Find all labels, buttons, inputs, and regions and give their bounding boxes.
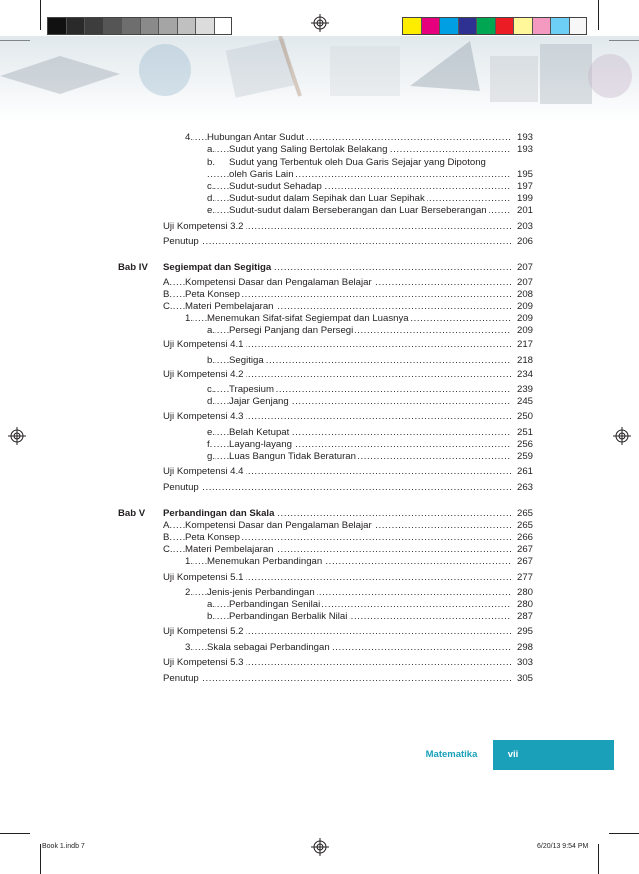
toc-page-number: 203 bbox=[511, 221, 533, 233]
toc-page-number: 266 bbox=[511, 532, 533, 544]
toc-page-number: 206 bbox=[511, 236, 533, 248]
toc-page-number: 239 bbox=[511, 384, 533, 396]
toc-entry[interactable] bbox=[163, 532, 533, 544]
toc-entry-label: B. bbox=[163, 289, 173, 300]
toc-entry-title: Kompetensi Dasar dan Pengalaman Belajar bbox=[185, 520, 372, 531]
crop-mark bbox=[0, 833, 30, 834]
toc-entry[interactable] bbox=[163, 572, 533, 584]
toc-entry-title: Penutup bbox=[163, 673, 199, 684]
toc-entry-title: Materi Pembelajaran bbox=[185, 301, 274, 312]
toc-entry[interactable] bbox=[207, 181, 533, 193]
toc-entry-title: Sudut-sudut dalam Berseberangan dan Luar Berseberangan bbox=[229, 205, 487, 216]
toc-entry[interactable] bbox=[163, 657, 533, 669]
toc-entry-label: b. bbox=[207, 157, 216, 168]
toc-entry-label: 1. bbox=[185, 313, 194, 324]
toc-page-number: 280 bbox=[511, 599, 533, 611]
toc-page-number: 207 bbox=[511, 262, 533, 274]
toc-entry[interactable] bbox=[207, 611, 533, 623]
toc-entry[interactable] bbox=[207, 169, 533, 181]
dot-leader bbox=[163, 236, 511, 248]
toc-entry-label: b. bbox=[207, 611, 216, 622]
toc-page-number: 197 bbox=[511, 181, 533, 193]
registration-mark-icon bbox=[613, 427, 631, 445]
toc-page-number: 195 bbox=[511, 169, 533, 181]
toc-entry[interactable] bbox=[163, 411, 533, 423]
toc-page-number: 267 bbox=[511, 556, 533, 568]
toc-entry-title: Skala sebagai Perbandingan bbox=[207, 642, 330, 653]
toc-entry[interactable] bbox=[207, 439, 533, 451]
toc-entry[interactable] bbox=[185, 132, 533, 144]
toc-entry-label: a. bbox=[207, 325, 216, 336]
toc-page-number: 305 bbox=[511, 673, 533, 685]
toc-entry-title: Uji Kompetensi 5.1 bbox=[163, 572, 244, 583]
slug-date: 6/20/13 9:54 PM bbox=[537, 843, 589, 850]
toc-entry-title: Uji Kompetensi 5.3 bbox=[163, 657, 244, 668]
toc-entry-title: Perbandingan Berbalik Nilai bbox=[229, 611, 348, 622]
toc-page-number: 193 bbox=[511, 144, 533, 156]
chapter-number: Bab IV bbox=[118, 262, 148, 273]
toc-page-number: 256 bbox=[511, 439, 533, 451]
toc-entry[interactable] bbox=[207, 384, 533, 396]
toc-entry-title: Menemukan Perbandingan bbox=[207, 556, 323, 567]
color-strip-border bbox=[402, 17, 587, 35]
toc-entry-title: oleh Garis Lain bbox=[229, 169, 294, 180]
toc-entry[interactable] bbox=[207, 205, 533, 217]
toc-entry-title: Peta Konsep bbox=[185, 289, 240, 300]
toc-entry-title: Kompetensi Dasar dan Pengalaman Belajar bbox=[185, 277, 372, 288]
toc-page-number: 207 bbox=[511, 277, 533, 289]
toc-entry-label: a. bbox=[207, 144, 216, 155]
toc-entry-title: Luas Bangun Tidak Beraturan bbox=[229, 451, 356, 462]
toc-entry[interactable] bbox=[163, 289, 533, 301]
toc-page-number: 265 bbox=[511, 508, 533, 520]
dot-leader bbox=[163, 673, 511, 685]
toc-entry-label: b. bbox=[207, 355, 216, 366]
toc-page-number: 209 bbox=[511, 325, 533, 337]
footer-page-number: vii bbox=[507, 749, 519, 760]
toc-entry-title: Perbandingan dan Skala bbox=[163, 508, 275, 519]
toc-entry-label: c. bbox=[207, 181, 215, 192]
toc-entry-label: A. bbox=[163, 277, 173, 288]
toc-entry[interactable] bbox=[163, 544, 533, 556]
toc-page-number: 209 bbox=[511, 301, 533, 313]
toc-entry-title: Uji Kompetensi 4.1 bbox=[163, 339, 244, 350]
toc-entry-title: Materi Pembelajaran bbox=[185, 544, 274, 555]
crop-mark bbox=[598, 0, 599, 30]
toc-entry[interactable] bbox=[163, 369, 533, 381]
toc-entry[interactable] bbox=[163, 520, 533, 532]
toc-page-number: 298 bbox=[511, 642, 533, 654]
dot-leader bbox=[163, 482, 511, 494]
toc-entry[interactable] bbox=[207, 599, 533, 611]
toc-entry[interactable] bbox=[163, 508, 533, 520]
toc-entry-title: Sudut yang Saling Bertolak Belakang bbox=[229, 144, 388, 155]
toc-page-number: 208 bbox=[511, 289, 533, 301]
toc-entry[interactable] bbox=[185, 587, 533, 599]
crop-mark bbox=[598, 844, 599, 874]
toc-entry-title: Jenis-jenis Perbandingan bbox=[207, 587, 315, 598]
toc-page-number: 259 bbox=[511, 451, 533, 463]
toc-entry-title: Perbandingan Senilai bbox=[229, 599, 321, 610]
toc-entry-title: Penutup bbox=[163, 236, 199, 247]
toc-entry[interactable] bbox=[207, 193, 533, 205]
toc-entry[interactable] bbox=[163, 482, 533, 494]
toc-entry[interactable] bbox=[207, 144, 533, 156]
toc-page-number: 250 bbox=[511, 411, 533, 423]
crop-mark bbox=[609, 833, 639, 834]
toc-entry[interactable] bbox=[185, 313, 533, 325]
footer-subject: Matematika bbox=[425, 749, 478, 760]
toc-entry[interactable] bbox=[163, 626, 533, 638]
toc-entry-label: C. bbox=[163, 301, 173, 312]
toc-entry-title: Uji Kompetensi 3.2 bbox=[163, 221, 244, 232]
toc-entry-label: e. bbox=[207, 205, 216, 216]
toc-entry[interactable] bbox=[207, 396, 533, 408]
toc-entry-title: Belah Ketupat bbox=[229, 427, 290, 438]
toc-page-number: 218 bbox=[511, 355, 533, 367]
toc-entry-title: Uji Kompetensi 4.2 bbox=[163, 369, 244, 380]
toc-entry-title: Segitiga bbox=[229, 355, 264, 366]
toc-entry[interactable] bbox=[207, 157, 533, 169]
toc-entry-title: Sudut-sudut Sehadap bbox=[229, 181, 322, 192]
toc-page-number: 209 bbox=[511, 313, 533, 325]
toc-page-number: 193 bbox=[511, 132, 533, 144]
toc-entry-title: Hubungan Antar Sudut bbox=[207, 132, 305, 143]
crop-mark bbox=[40, 0, 41, 30]
toc-entry-label: g. bbox=[207, 451, 216, 462]
toc-entry[interactable] bbox=[207, 451, 533, 463]
toc-entry-title: Sudut-sudut dalam Sepihak dan Luar Sepihak bbox=[229, 193, 425, 204]
toc-entry-label: 4. bbox=[185, 132, 194, 143]
toc-page-number: 295 bbox=[511, 626, 533, 638]
toc-entry-title: Menemukan Sifat-sifat Segiempat dan Luasnya bbox=[207, 313, 409, 324]
toc-entry[interactable] bbox=[163, 339, 533, 351]
toc-page-number: 303 bbox=[511, 657, 533, 669]
toc-entry[interactable] bbox=[163, 262, 533, 274]
toc-entry[interactable] bbox=[163, 673, 533, 685]
toc-entry-title: Persegi Panjang dan Persegi bbox=[229, 325, 354, 336]
toc-entry-title: Peta Konsep bbox=[185, 532, 240, 543]
toc-page-number: 245 bbox=[511, 396, 533, 408]
toc-entry-title: Segiempat dan Segitiga bbox=[163, 262, 272, 273]
toc-entry-title: Jajar Genjang bbox=[229, 396, 289, 407]
toc-entry[interactable] bbox=[185, 642, 533, 654]
toc-entry-title: Uji Kompetensi 4.4 bbox=[163, 466, 244, 477]
slug-file: Book 1.indb 7 bbox=[42, 843, 85, 850]
toc-page-number: 261 bbox=[511, 466, 533, 478]
toc-entry-title: Uji Kompetensi 4.3 bbox=[163, 411, 244, 422]
toc-entry-label: f. bbox=[207, 439, 213, 450]
toc-entry-title: Sudut yang Terbentuk oleh Dua Garis Sejajar yang Dipotong bbox=[229, 157, 486, 168]
crop-mark bbox=[40, 844, 41, 874]
toc-entry[interactable] bbox=[207, 427, 533, 439]
toc-page-number: 201 bbox=[511, 205, 533, 217]
toc-entry-label: 1. bbox=[185, 556, 194, 567]
registration-mark-icon bbox=[311, 838, 329, 856]
toc-entry-title: Layang-layang bbox=[229, 439, 292, 450]
toc-page-number: 277 bbox=[511, 572, 533, 584]
toc-entry[interactable] bbox=[207, 355, 533, 367]
toc-entry-label: a. bbox=[207, 599, 216, 610]
toc-page-number: 267 bbox=[511, 544, 533, 556]
header-illustration bbox=[0, 36, 639, 122]
toc-entry[interactable] bbox=[163, 466, 533, 478]
toc-page-number: 217 bbox=[511, 339, 533, 351]
toc-entry-title: Penutup bbox=[163, 482, 199, 493]
toc-page-number: 251 bbox=[511, 427, 533, 439]
toc-entry-label: c. bbox=[207, 384, 215, 395]
toc-entry-title: Trapesium bbox=[229, 384, 274, 395]
toc-entry[interactable] bbox=[163, 221, 533, 233]
registration-mark-icon bbox=[311, 14, 329, 32]
toc-entry[interactable] bbox=[163, 236, 533, 248]
registration-mark-icon bbox=[8, 427, 26, 445]
toc-entry-label: d. bbox=[207, 396, 216, 407]
toc-page-number: 287 bbox=[511, 611, 533, 623]
toc-entry-label: B. bbox=[163, 532, 173, 543]
toc-entry-label: 3. bbox=[185, 642, 194, 653]
toc-entry-title: Uji Kompetensi 5.2 bbox=[163, 626, 244, 637]
toc-page-number: 199 bbox=[511, 193, 533, 205]
toc-entry[interactable] bbox=[163, 277, 533, 289]
toc-page-number: 265 bbox=[511, 520, 533, 532]
toc-entry-label: e. bbox=[207, 427, 216, 438]
toc-page-number: 280 bbox=[511, 587, 533, 599]
toc-entry[interactable] bbox=[185, 556, 533, 568]
toc-entry[interactable] bbox=[207, 325, 533, 337]
toc-page-number: 234 bbox=[511, 369, 533, 381]
toc-entry-label: 2. bbox=[185, 587, 194, 598]
toc-entry[interactable] bbox=[163, 301, 533, 313]
toc-entry-label: d. bbox=[207, 193, 216, 204]
toc-entry-label: A. bbox=[163, 520, 173, 531]
chapter-number: Bab V bbox=[118, 508, 146, 519]
gray-strip-border bbox=[47, 17, 232, 35]
toc-page-number: 263 bbox=[511, 482, 533, 494]
toc-entry-label: C. bbox=[163, 544, 173, 555]
